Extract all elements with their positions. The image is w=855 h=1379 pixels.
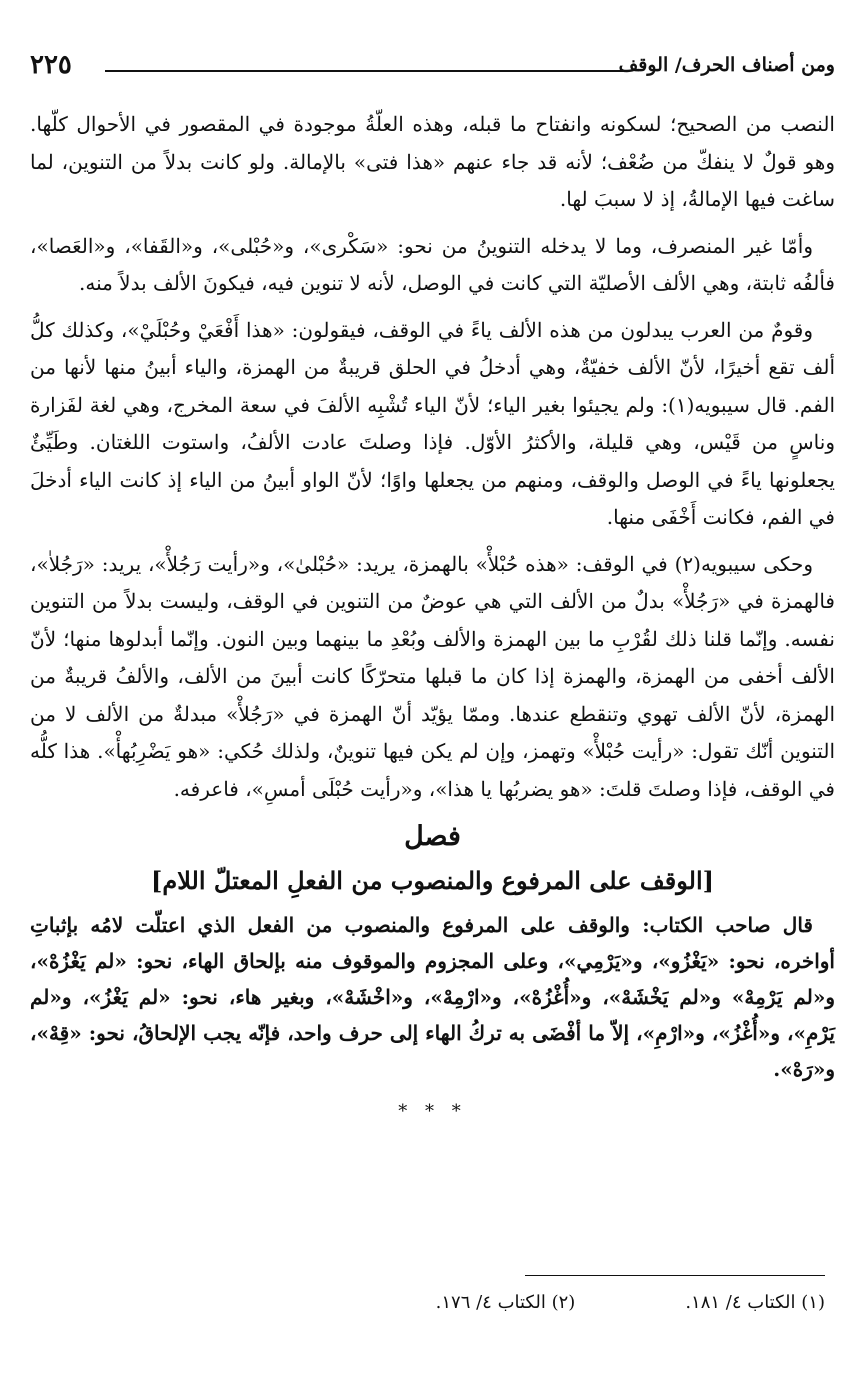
section-subtitle: [الوقف على المرفوع والمنصوب من الفعلِ المعتلّ اللام]: [151, 866, 714, 895]
page-header: [30, 38, 835, 82]
section-ornament: * * *: [398, 1101, 467, 1122]
footnotes: [20, 1292, 825, 1313]
body-text: [30, 106, 835, 1122]
footnote-rule: [525, 1275, 825, 1276]
running-title: ومن أصناف الحرف/ الوقف: [618, 54, 835, 76]
paragraph: وقومٌ من العرب يبدلون من هذه الألف ياءً في الوقف، فيقولون: «هذا أَفْعَيْ وحُبْلَيْ»، وكذلك كلُّ ألف تقع أخيرًا، لأنّ الألف خفيّةٌ، وهي أدخلُ في الحلق قريبةٌ من الهمزة، والياء أبينُ منها لأنها من الفم. قال سيبويه(١): ولم يجيئوا بغير الياء؛ لأنّ الياء تُشْبِه الألفَ في سعة المخرج، وهي لغة لفَزارة وناسٍ من قَيْس، وهي قليلة، والأكثرُ الأوّل. فإذا وصلتَ عادت الألفُ، واستوت اللغتان. وطَيِّئٌ يجعلونها ياءً في الوصل والوقف، ومنهم من يجعلها واوًا؛ لأنّ الواو أبينُ من الياء إذ كانت الياء أدخلَ في الفم، فكانت أَخْفَى منها.: [30, 317, 835, 529]
paragraph: وأمّا غير المنصرف، وما لا يدخله التنوينُ من نحو: «سَكْرى»، و«حُبْلى»، و«القَفا»، و«العَصا»، فألفُه ثابتة، وهي الألف الأصليّة التي كانت في الوصل، لأنه لا تنوين فيه، فيكونَ الألف بدلاً منه.: [30, 233, 835, 295]
footnote-2: (٢) الكتاب ٤/ ١٧٦.: [435, 1292, 576, 1313]
header-rule: [105, 70, 625, 72]
paragraph: النصب من الصحيح؛ لسكونه وانفتاح ما قبله، وهذه العلّةُ موجودة في المقصور في الأحوال كلّها. وهو قولٌ لا ينفكّ من ضُعْف؛ لأنه قد جاء عنهم «هذا فتى» بالإمالة. ولو كانت بدلاً من التنوين، لما ساغت فيها الإمالةُ، إذ لا سببَ لها.: [30, 112, 835, 211]
page-number: ٢٢٥: [30, 50, 72, 80]
section-title: فصل: [404, 821, 461, 852]
book-page: [30, 38, 835, 1122]
paragraph: وحكى سيبويه(٢) في الوقف: «هذه حُبْلأْ» بالهمزة، يريد: «حُبْلىٰ»، و«رأيت رَجُلأْ»، يريد: «رَجُلاٰ»، فالهمزة في «رَجُلأْ» بدلٌ من الألف التي هي عوضٌ من التنوين في الوقف، وليست بدلاً من التنوين نفسه. وإنّما قلنا ذلك لقُرْبِ ما بين الهمزة والألف وبُعْدِ ما بينهما وبين النون. وإنّما أبدلوها منها؛ لأنّ الألف أخفى من الهمزة، والهمزة إذا كان ما قبلها متحرّكًا كانت أبينَ من الألف، والألفُ قريبةٌ من الهمزة، لأنّ الألف تهوي وتنقطع عندها. وممّا يؤيّد أنّ الهمزة في «رَجُلأْ» مبدلةٌ من الألف لا من التنوين أنّك تقول: «رأيت حُبْلأْ» وتهمز، وإن لم يكن فيها تنوينٌ، ولذلك حُكي: «هو يَضْرِبُهأْ». هذا كلُّه في الوقف، فإذا وصلتَ قلتَ: «هو يضربُها يا هذا»، و«رأيت حُبْلَى أمسِ»، فاعرفه.: [30, 551, 835, 801]
footnote-1: (١) الكتاب ٤/ ١٨١.: [685, 1292, 825, 1313]
author-quote: قال صاحب الكتاب: والوقف على المرفوع والمنصوب من الفعل الذي اعتلّت لامُه بإثباتِ أواخره، نحو: «يَغْزُو»، و«يَرْمِي»، وعلى المجزوم والموقوف منه بإلحاق الهاء، نحو: «لم يَغْزُهْ»، و«لم يَرْمِهْ» و«لم يَخْشَهْ»، و«أُغْزُهْ»، و«ارْمِهْ»، و«اخْشَهْ»، وبغير هاء، نحو: «لم يَغْزُ»، و«لم يَرْمِ»، و«أُغْزُ»، و«ارْمِ»، إلاّ ما أفْضَى به تركُ الهاء إلى حرف واحد، فإنّه يجب الإلحاقُ، نحو: «قِهْ»، و«رَهْ».: [30, 913, 835, 1081]
